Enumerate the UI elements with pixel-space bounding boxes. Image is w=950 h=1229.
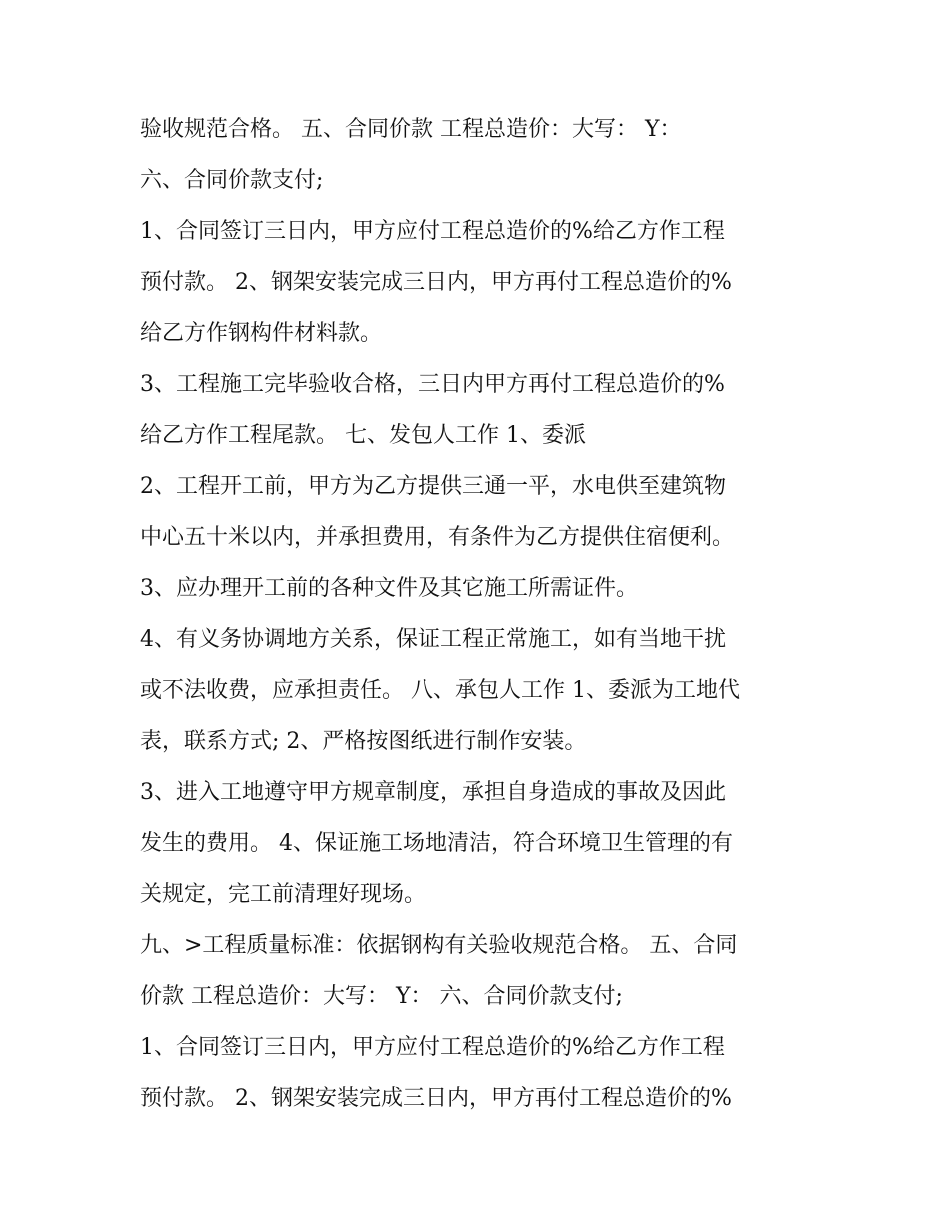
- text-line-7: 给乙方作工程尾款。 七、发包人工作 1、委派: [140, 423, 586, 448]
- text-line-16: 关规定，完工前清理好现场。: [140, 882, 427, 907]
- text-line-2: 六、合同价款支付;: [140, 168, 324, 193]
- text-line-15: 发生的费用。 4、保证施工场地清洁，符合环境卫生管理的有: [140, 831, 733, 856]
- text-line-10: 3、应办理开工前的各种文件及其它施工所需证件。: [140, 576, 638, 601]
- text-line-4: 预付款。 2、钢架安装完成三日内，甲方再付工程总造价的%: [140, 270, 732, 295]
- text-line-17: 九、>工程质量标准：依据钢构有关验收规范合格。 五、合同: [140, 933, 738, 958]
- text-line-11: 4、有义务协调地方关系，保证工程正常施工，如有当地干扰: [140, 627, 726, 652]
- contract-text-body: [140, 104, 820, 1124]
- text-line-1: 验收规范合格。 五、合同价款 工程总造价：大写： Y：: [140, 117, 682, 142]
- text-line-20: 预付款。 2、钢架安装完成三日内，甲方再付工程总造价的%: [140, 1086, 732, 1111]
- text-line-3: 1、合同签订三日内，甲方应付工程总造价的%给乙方作工程: [140, 219, 725, 244]
- text-line-6: 3、工程施工完毕验收合格，三日内甲方再付工程总造价的%: [140, 372, 725, 397]
- text-line-14: 3、进入工地遵守甲方规章制度，承担自身造成的事故及因此: [140, 780, 726, 805]
- text-line-8: 2、工程开工前，甲方为乙方提供三通一平，水电供至建筑物: [140, 474, 726, 499]
- text-line-12: 或不法收费，应承担责任。 八、承包人工作 1、委派为工地代: [140, 678, 740, 703]
- text-line-18: 价款 工程总造价：大写： Y： 六、合同价款支付;: [140, 984, 623, 1009]
- text-line-5: 给乙方作钢构件材料款。: [140, 321, 383, 346]
- text-line-13: 表，联系方式; 2、严格按图纸进行制作安装。: [140, 729, 587, 754]
- text-line-9: 中心五十米以内，并承担费用，有条件为乙方提供住宿便利。: [140, 525, 735, 550]
- text-line-19: 1、合同签订三日内，甲方应付工程总造价的%给乙方作工程: [140, 1035, 725, 1060]
